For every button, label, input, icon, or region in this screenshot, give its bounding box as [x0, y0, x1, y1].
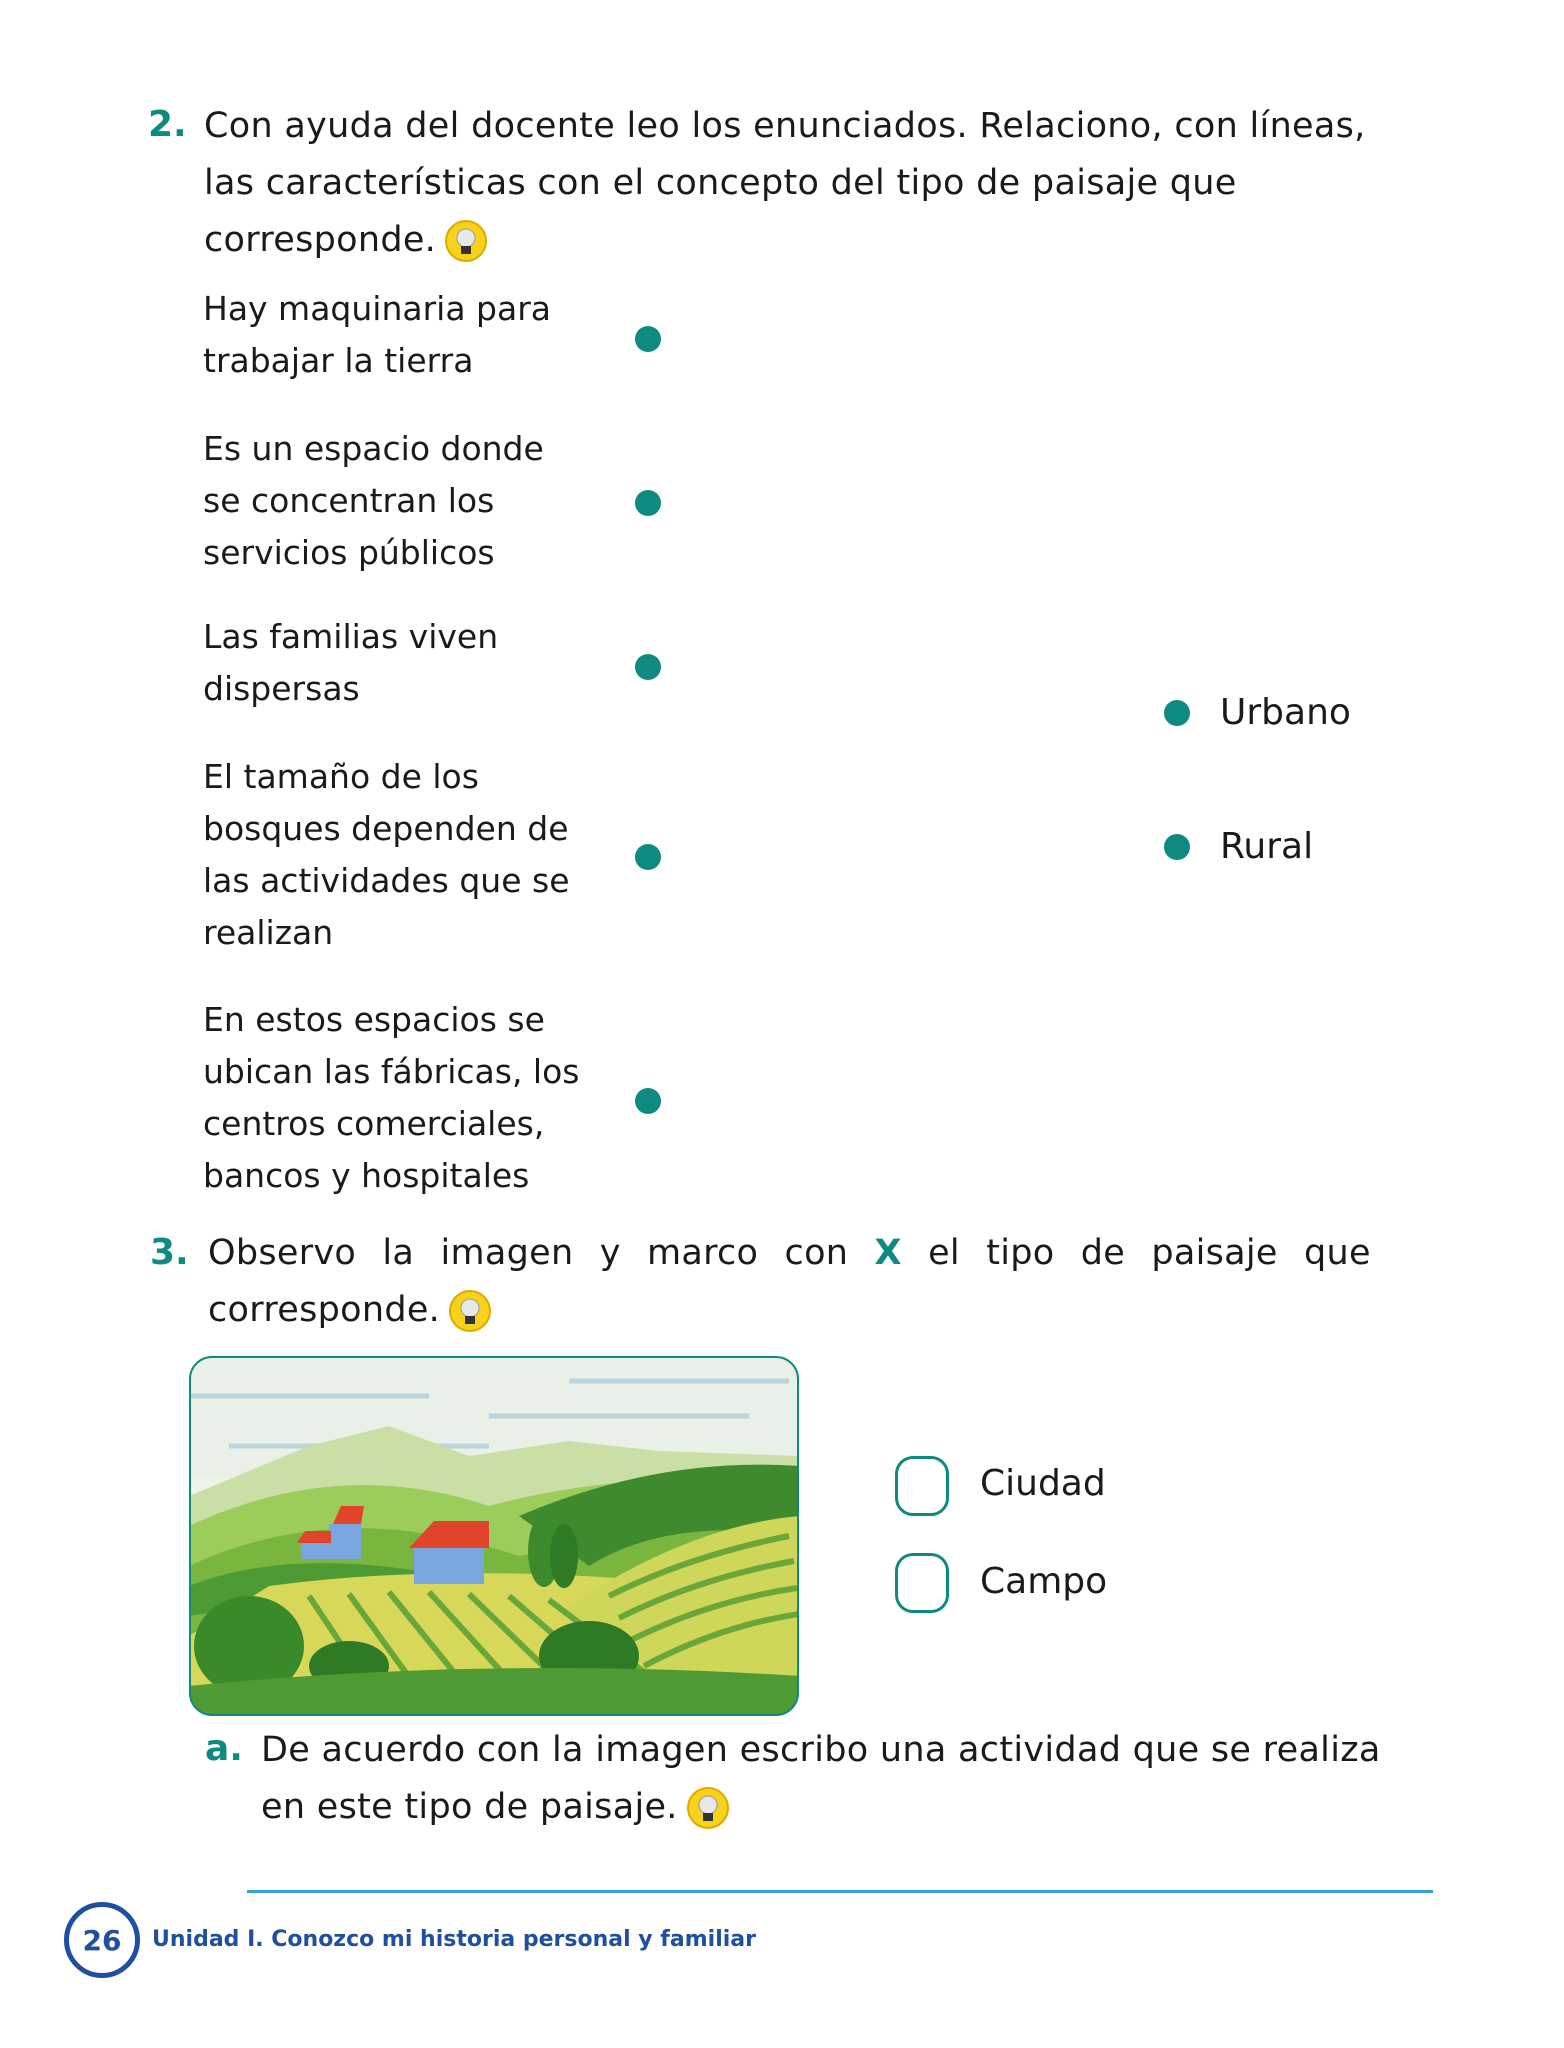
match-dot-rural[interactable]: [1164, 834, 1190, 860]
page-number: 26: [82, 1923, 122, 1957]
statement-line: bosques dependen de: [203, 809, 569, 848]
statement-line: servicios públicos: [203, 533, 495, 572]
prompt-line: corresponde.: [204, 220, 437, 260]
statement-line: las actividades que se: [203, 861, 570, 900]
statement-line: El tamaño de los: [203, 757, 479, 796]
option-ciudad-label: Ciudad: [980, 1463, 1106, 1504]
lightbulb-icon: [448, 1289, 492, 1333]
question-2-number: 2.: [148, 104, 187, 145]
word: imagen: [440, 1233, 574, 1273]
statement-line: Las familias viven: [203, 617, 499, 656]
word: el: [928, 1233, 960, 1273]
word: que: [1304, 1233, 1371, 1273]
prompt-line: las características con el concepto del tipo de paisaje que: [204, 163, 1237, 203]
question-3-number: 3.: [150, 1232, 189, 1273]
word: marco: [646, 1233, 759, 1273]
match-dot-urbano[interactable]: [1164, 700, 1190, 726]
lightbulb-icon: [444, 219, 488, 263]
word: y: [599, 1233, 621, 1273]
page-number-badge: [64, 1902, 140, 1978]
rural-landscape-image: [189, 1356, 799, 1716]
lightbulb-icon: [686, 1786, 730, 1830]
statement-line: bancos y hospitales: [203, 1156, 530, 1195]
statement-line: se concentran los: [203, 481, 495, 520]
word: con: [784, 1233, 849, 1273]
statement-5: [203, 994, 633, 1202]
option-campo-label: Campo: [980, 1561, 1108, 1602]
prompt-line: corresponde.: [208, 1290, 441, 1330]
match-dot-statement-2[interactable]: [635, 490, 661, 516]
question-3-line-1: [208, 1225, 1371, 1282]
checkbox-ciudad[interactable]: [895, 1456, 949, 1516]
statement-line: ubican las fábricas, los: [203, 1052, 580, 1091]
statement-1: [203, 283, 633, 387]
statement-4: [203, 751, 633, 959]
match-dot-statement-5[interactable]: [635, 1088, 661, 1114]
footer-unit-title: Unidad I. Conozco mi historia personal y familiar: [152, 1927, 756, 1952]
word: la: [382, 1233, 415, 1273]
match-dot-statement-3[interactable]: [635, 654, 661, 680]
checkbox-campo[interactable]: [895, 1553, 949, 1613]
match-dot-statement-4[interactable]: [635, 844, 661, 870]
subquestion-a-prompt: [261, 1722, 1411, 1836]
answer-line[interactable]: [247, 1890, 1433, 1893]
match-dot-statement-1[interactable]: [635, 326, 661, 352]
prompt-line: en este tipo de paisaje.: [261, 1787, 678, 1827]
subquestion-a-letter: a.: [205, 1728, 243, 1769]
question-2-prompt: [204, 98, 1404, 269]
concept-urbano: Urbano: [1220, 692, 1351, 733]
question-3-line-2: [208, 1282, 492, 1339]
x-mark-symbol: X: [874, 1233, 902, 1273]
word: Observo: [208, 1233, 357, 1273]
prompt-line: Con ayuda del docente leo los enunciados. Relaciono, con líneas,: [204, 106, 1366, 146]
statement-3: [203, 611, 633, 715]
statement-line: dispersas: [203, 669, 360, 708]
statement-line: Es un espacio donde: [203, 429, 544, 468]
prompt-line: De acuerdo con la imagen escribo una actividad que se realiza: [261, 1730, 1381, 1770]
statement-line: En estos espacios se: [203, 1000, 545, 1039]
word: tipo: [986, 1233, 1055, 1273]
word: de: [1080, 1233, 1126, 1273]
statement-line: realizan: [203, 913, 334, 952]
statement-line: Hay maquinaria para: [203, 289, 551, 328]
statement-line: trabajar la tierra: [203, 341, 474, 380]
statement-2: [203, 423, 633, 579]
statement-line: centros comerciales,: [203, 1104, 545, 1143]
word: paisaje: [1151, 1233, 1278, 1273]
concept-rural: Rural: [1220, 826, 1314, 867]
